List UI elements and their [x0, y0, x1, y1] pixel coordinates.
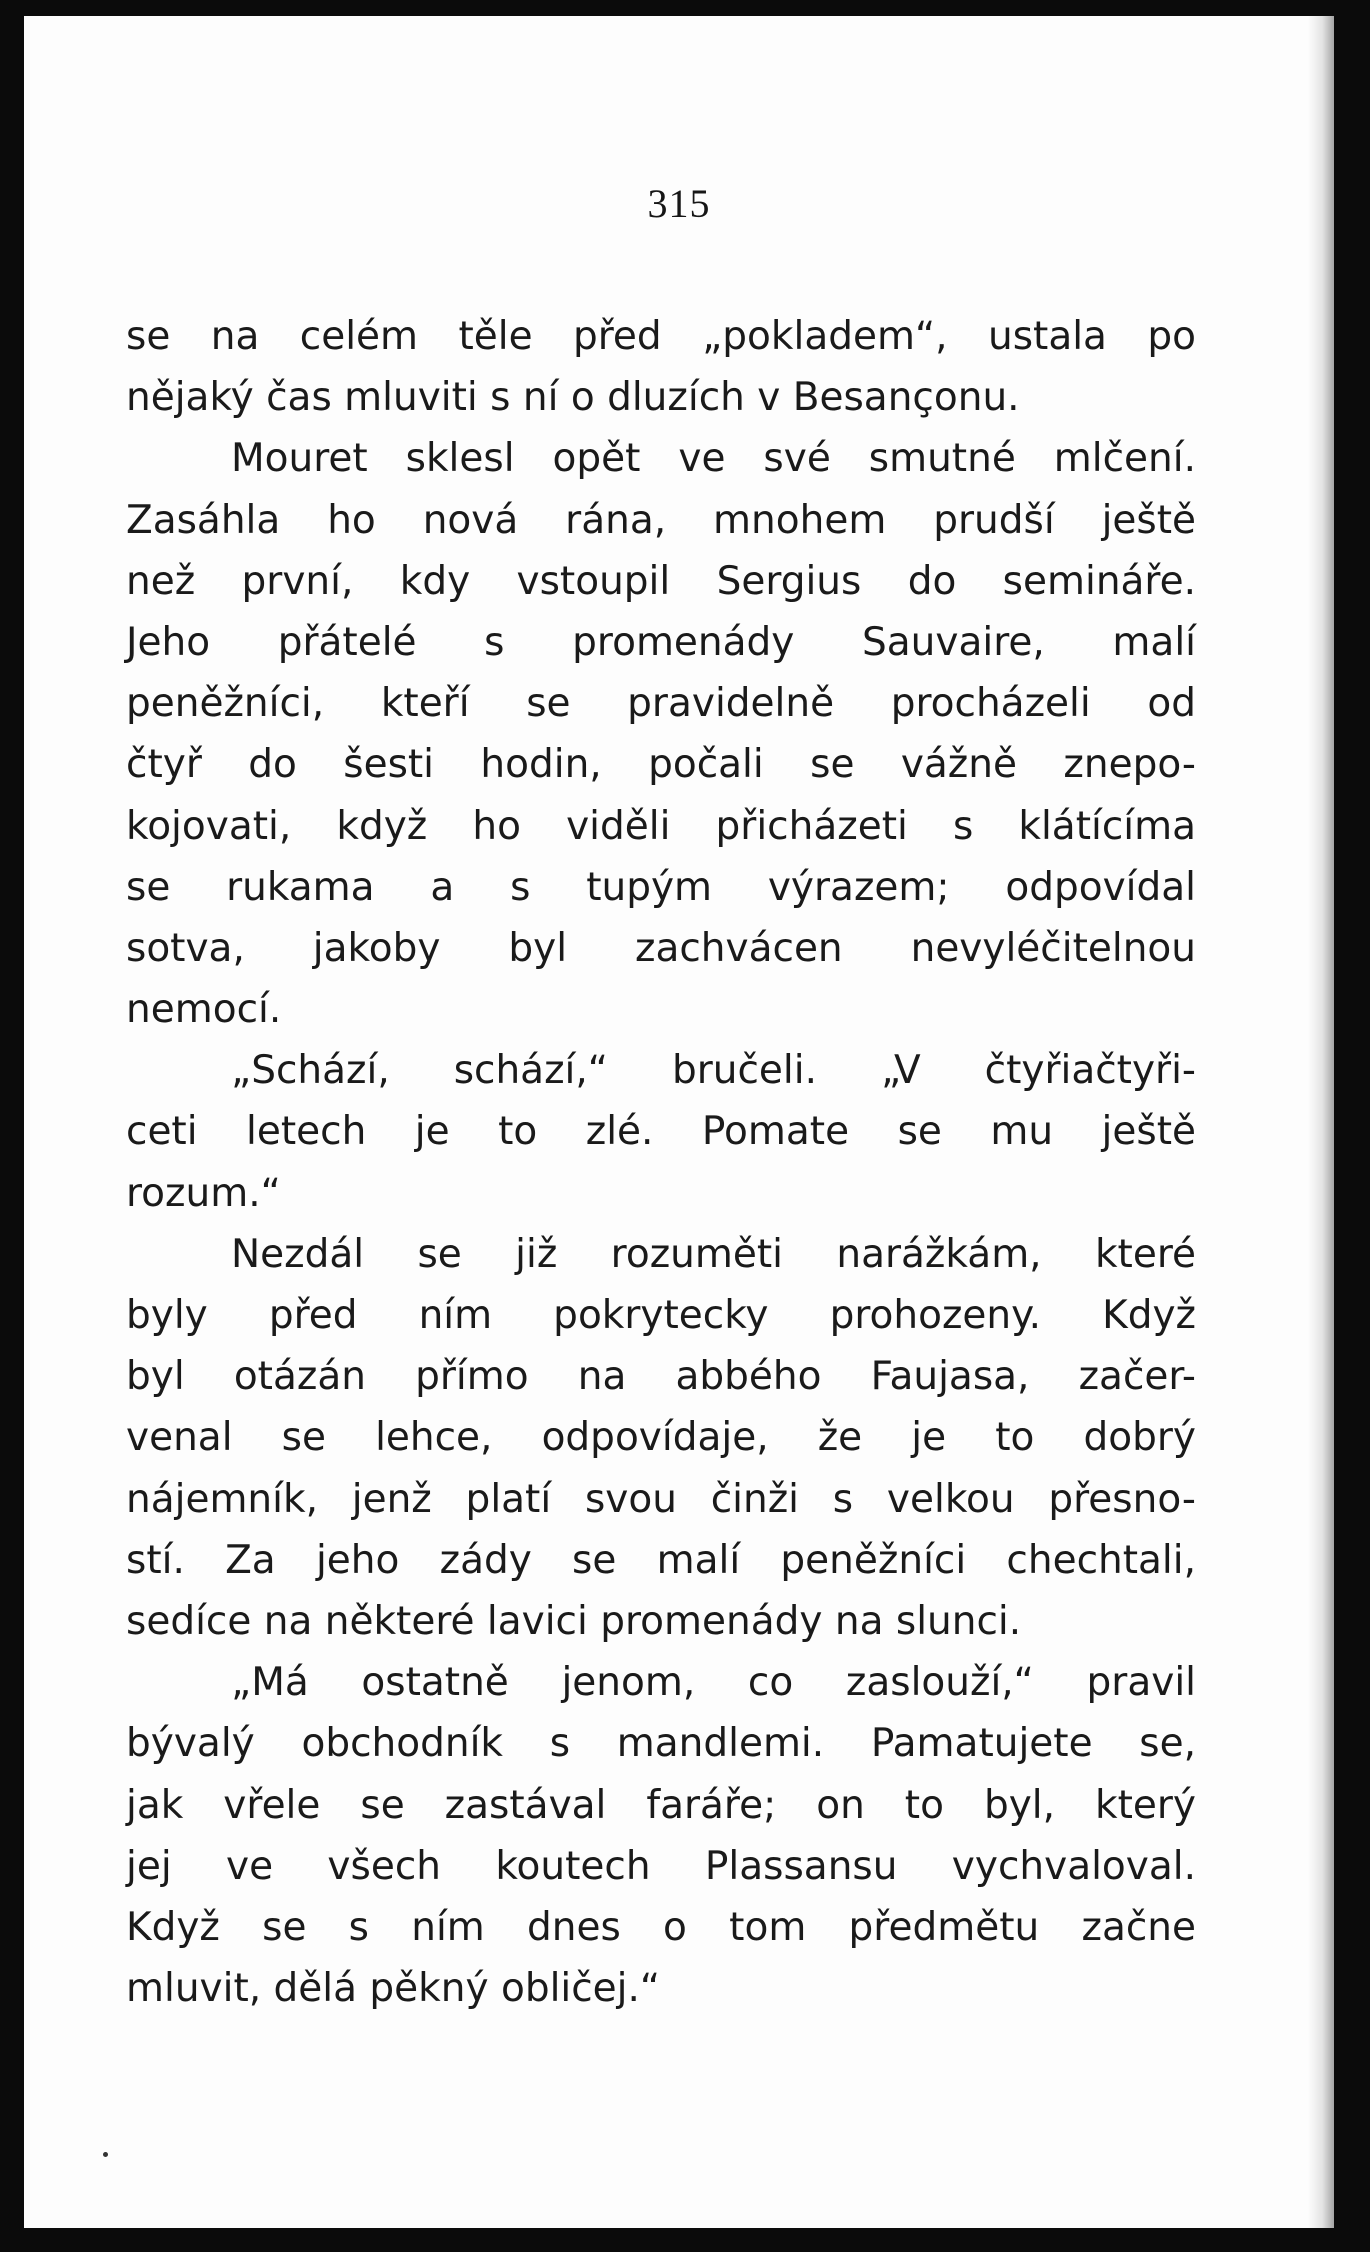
- text-line: Nezdál se již rozuměti narážkám, které: [231, 1231, 1196, 1277]
- body-text: [126, 306, 1196, 2019]
- text-line: byl otázán přímo na abbého Faujasa, začer-: [126, 1354, 1196, 1400]
- text-line: Jeho přátelé s promenády Sauvaire, malí: [126, 619, 1196, 665]
- text-line: nemocí.: [126, 987, 282, 1033]
- text-line: než první, kdy vstoupil Sergius do semináře.: [126, 558, 1196, 604]
- text-line: sotva, jakoby byl zachvácen nevyléčitelnou: [126, 925, 1196, 971]
- text-line: čtyř do šesti hodin, počali se vážně znepo-: [126, 742, 1196, 788]
- text-line: stí. Za jeho zády se malí peněžníci chechtali,: [126, 1537, 1196, 1583]
- paper-speck: [103, 2152, 108, 2157]
- book-page: [24, 16, 1334, 2228]
- text-line: venal se lehce, odpovídaje, že je to dobrý: [126, 1415, 1196, 1461]
- text-line: kojovati, když ho viděli přicházeti s klátícíma: [126, 803, 1196, 849]
- text-line: se rukama a s tupým výrazem; odpovídal: [126, 864, 1196, 910]
- text-line: Když se s ním dnes o tom předmětu začne: [126, 1904, 1196, 1950]
- page-number: 315: [647, 181, 711, 226]
- text-line: Mouret sklesl opět ve své smutné mlčení.: [231, 436, 1196, 482]
- text-line: „Schází, schází,“ bručeli. „V čtyřiačtyři-: [231, 1048, 1196, 1094]
- text-line: jak vřele se zastával faráře; on to byl, který: [126, 1782, 1196, 1828]
- text-line: se na celém těle před „pokladem“, ustala po: [126, 314, 1196, 359]
- text-line: peněžníci, kteří se pravidelně procházeli od: [126, 681, 1196, 727]
- text-line: rozum.“: [126, 1170, 281, 1216]
- text-line: Zasáhla ho nová rána, mnohem prudší ještě: [126, 497, 1196, 543]
- text-line: bývalý obchodník s mandlemi. Pamatujete se,: [126, 1721, 1196, 1767]
- text-line: jej ve všech koutech Plassansu vychvaloval.: [126, 1843, 1196, 1889]
- page-edge-shadow: [1308, 16, 1334, 2228]
- text-line: ceti letech je to zlé. Pomate se mu ještě: [126, 1109, 1196, 1155]
- text-line: nájemník, jenž platí svou činži s velkou přesno-: [126, 1476, 1196, 1522]
- text-line: mluvit, dělá pěkný obličej.“: [126, 1966, 661, 2012]
- text-line: byly před ním pokrytecky prohozeny. Když: [126, 1293, 1196, 1338]
- text-line: sedíce na některé lavici promenády na slunci.: [126, 1598, 1022, 1644]
- text-line: „Má ostatně jenom, co zaslouží,“ pravil: [231, 1660, 1196, 1706]
- text-line: nějaký čas mluviti s ní o dluzích v Besançonu.: [126, 375, 1020, 421]
